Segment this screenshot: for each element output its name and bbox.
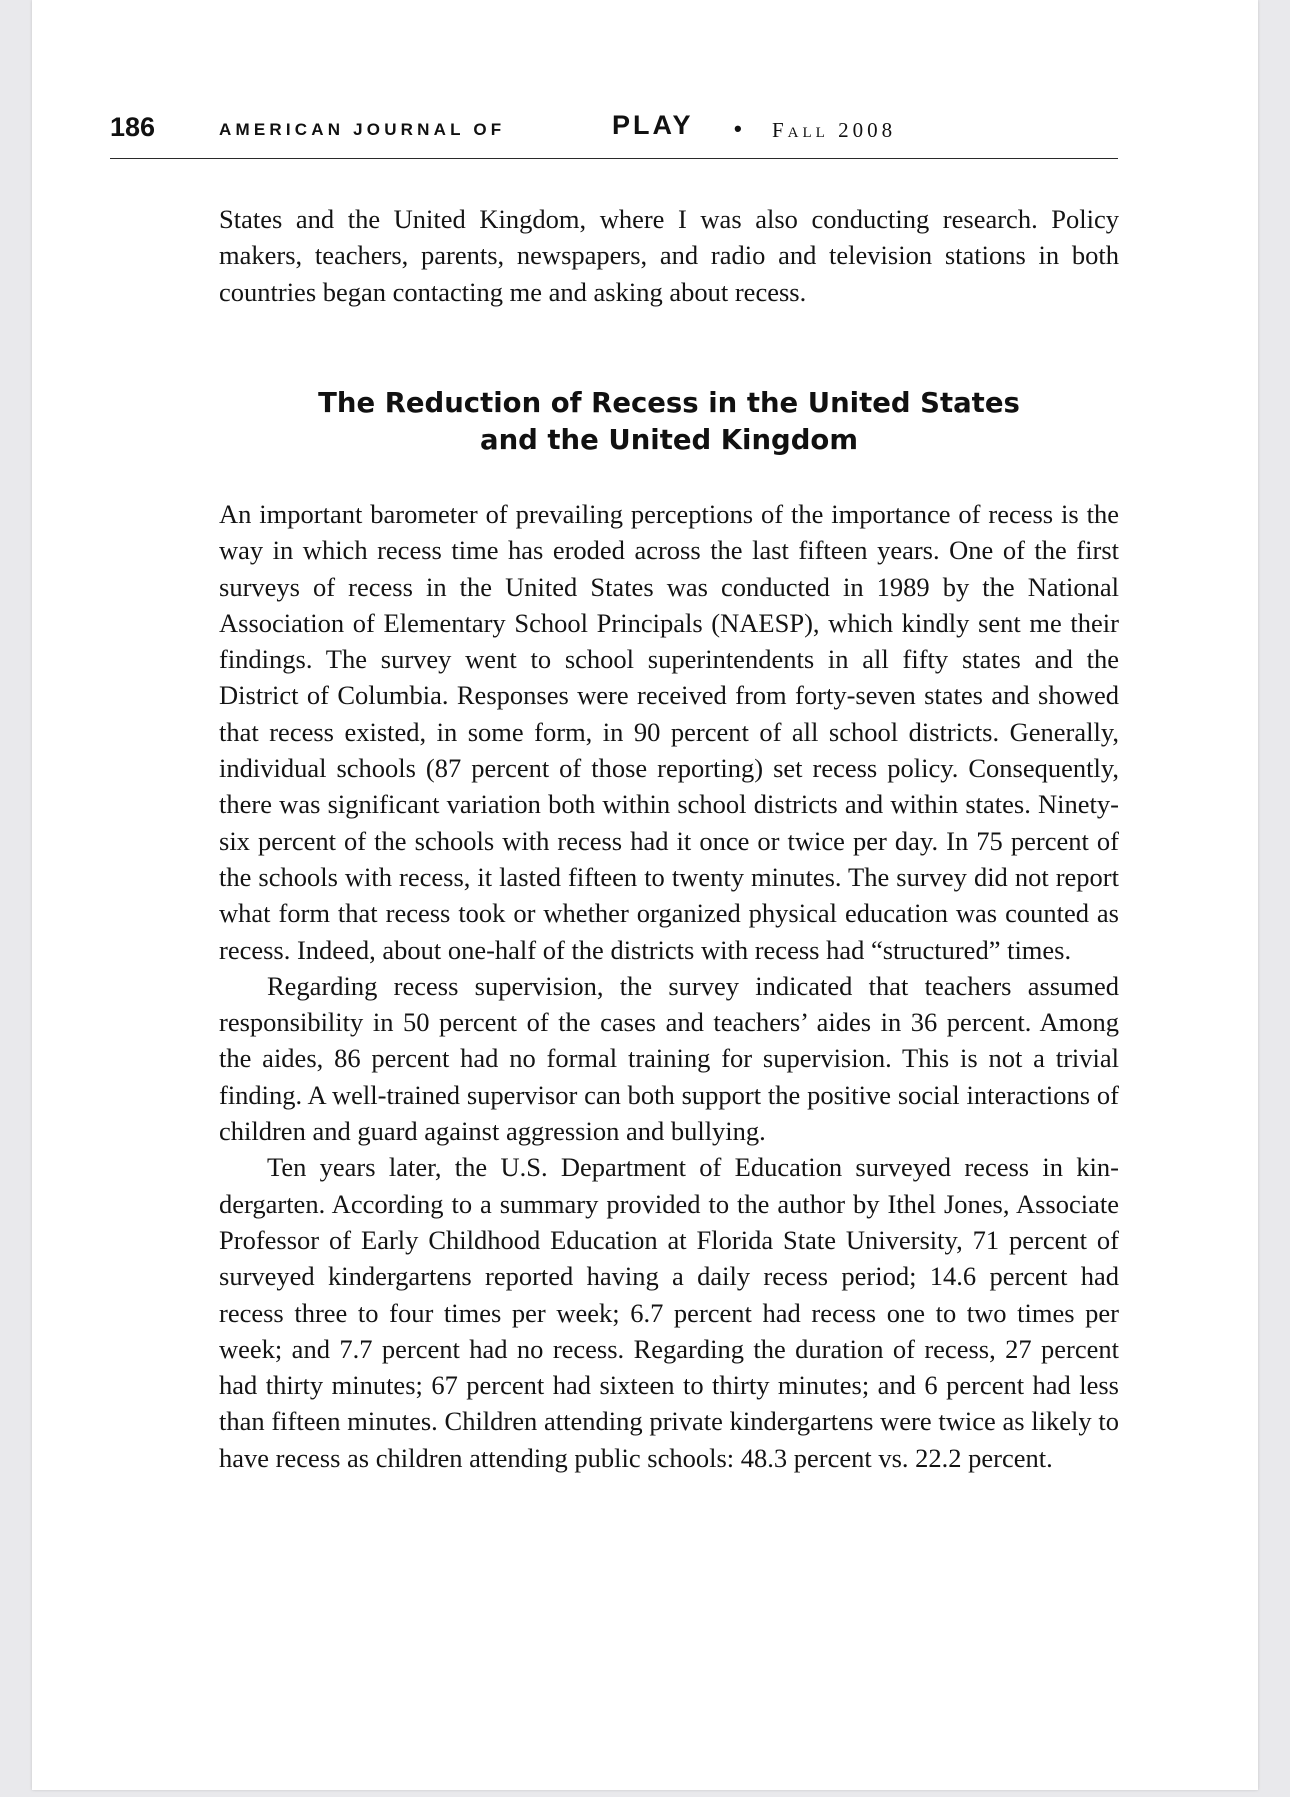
section-heading-line-1: The Reduction of Recess in the United States [318,387,1020,419]
intro-block [219,201,1119,310]
journal-title-prefix: AMERICAN JOURNAL OF [219,120,506,139]
section-heading-line-2: and the United Kingdom [480,424,858,456]
journal-title-emphasis: PLAY [612,110,694,140]
section-heading [219,385,1119,459]
paragraph-3: Ten years later, the U.S. Department of Education surveyed recess in kindergarten. According to a summary provided to the author by Ithel Jones, Associate Professor of Early Childhood Education at Florida State University, 71 percent of surveyed kindergartens reported having a daily recess period; 14.6 percent had recess three to four times per week; 6.7 percent had recess one to two times per week; and 7.7 percent had no recess. Regarding the duration of recess, 27 percent had thirty minutes; 67 percent had sixteen to thirty minutes; and 6 percent had less than fifteen minutes. Children attending private kindergartens were twice as likely to have recess as children attending public schools: 48.3 percent vs. 22.2 percent. [219,1152,1119,1473]
running-head-separator: • [734,116,742,141]
intro-paragraph: States and the United Kingdom, where I was also conducting research. Policy makers, teachers, parents, newspapers, and radio and television stations in both countries began contacting me and asking about recess. [219,204,1119,307]
page-number: 186 [110,112,156,142]
book-page [32,0,1258,1790]
running-head [110,108,1118,159]
section-body [219,496,1119,1476]
paragraph-2: Regarding recess supervision, the survey indicated that teachers assumed responsibility in 50 percent of the cases and teachers’ aides in 36 percent. Among the aides, 86 percent had no formal training for supervision. This is not a trivial finding. A well-trained supervisor can both support the positive social interactions of children and guard against aggression and bullying. [219,970,1119,1147]
paragraph-1: An important barometer of prevailing perceptions of the importance of recess is the way in which recess time has eroded across the last fifteen years. One of the first surveys of recess in the United States was conducted in 1989 by the National Association of Elementary School Principals (NAESP), which kindly sent me their findings. The survey went to school superintendents in all fifty states and the District of Columbia. Responses were received from forty-seven states and showed that recess existed, in some form, in 90 percent of all school districts. Generally, individual schools (87 percent of those reporting) set recess policy. Consequently, there was significant variation both within school districts and within states. Ninety-six percent of the schools with recess had it once or twice per day. In 75 percent of the schools with recess, it lasted fifteen to twenty minutes. The survey did not report what form that recess took or whether organized physical education was counted as recess. Indeed, about one-half of the districts with recess had “structured” times. [219,499,1119,965]
issue-label: Fall 2008 [772,118,897,142]
